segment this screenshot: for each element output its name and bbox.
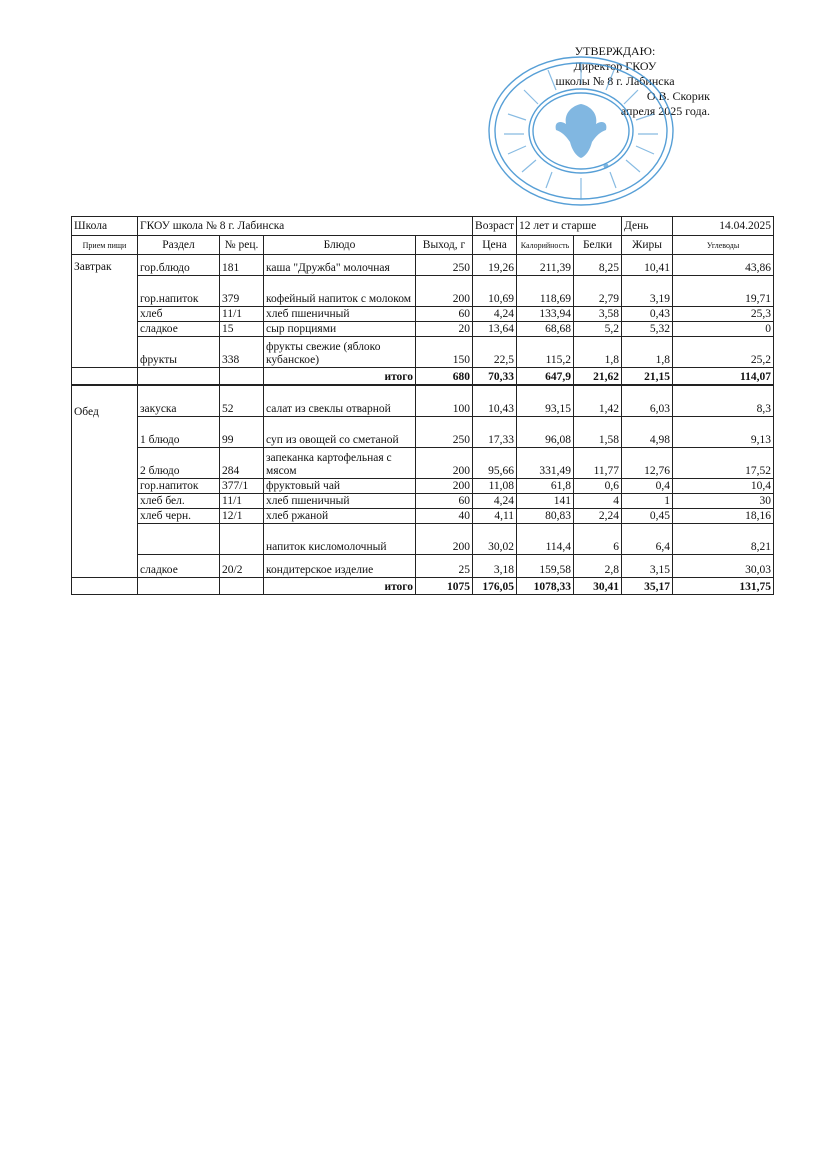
- row-fat: 1,8: [622, 337, 673, 368]
- col-yield: Выход, г: [416, 236, 473, 255]
- row-price: 10,69: [473, 276, 517, 307]
- row-protein: 1,8: [574, 337, 622, 368]
- meal-breakfast: Завтрак: [72, 255, 138, 368]
- row-fat: 3,15: [622, 555, 673, 578]
- row-yield: 200: [416, 524, 473, 555]
- header-row: [72, 217, 774, 236]
- row-section: фрукты: [138, 337, 220, 368]
- row-yield: 150: [416, 337, 473, 368]
- row-recipe: 379: [220, 276, 264, 307]
- row-recipe: 99: [220, 417, 264, 448]
- row-price: 3,18: [473, 555, 517, 578]
- row-fat: 4,98: [622, 417, 673, 448]
- approval-date: апреля 2025 года.: [620, 104, 710, 118]
- row-carbs: 25,3: [673, 307, 774, 322]
- col-meal: Прием пищи: [72, 236, 138, 255]
- row-recipe: 52: [220, 385, 264, 417]
- row-section: хлеб бел.: [138, 494, 220, 509]
- row-carbs: 30: [673, 494, 774, 509]
- row-carbs: 18,16: [673, 509, 774, 524]
- row-carbs: 8,3: [673, 385, 774, 417]
- row-carbs: 0: [673, 322, 774, 337]
- row-price: 4,24: [473, 307, 517, 322]
- row-yield: 200: [416, 479, 473, 494]
- col-dish: Блюдо: [264, 236, 416, 255]
- row-price: 11,08: [473, 479, 517, 494]
- row-carbs: 30,03: [673, 555, 774, 578]
- table-row: [72, 322, 774, 337]
- row-calories: 96,08: [517, 417, 574, 448]
- row-price: 10,43: [473, 385, 517, 417]
- table-row: [72, 307, 774, 322]
- row-yield: 25: [416, 555, 473, 578]
- school-value: ГКОУ школа № 8 г. Лабинска: [138, 217, 473, 236]
- row-protein: 1,58: [574, 417, 622, 448]
- row-recipe: [220, 524, 264, 555]
- row-price: 22,5: [473, 337, 517, 368]
- col-price: Цена: [473, 236, 517, 255]
- row-recipe: 377/1: [220, 479, 264, 494]
- col-recipe: № рец.: [220, 236, 264, 255]
- row-protein: 2,79: [574, 276, 622, 307]
- row-section: гор.блюдо: [138, 255, 220, 276]
- approval-title: УТВЕРЖДАЮ:: [574, 44, 656, 58]
- row-fat: 0,43: [622, 307, 673, 322]
- row-calories: 141: [517, 494, 574, 509]
- row-yield: 40: [416, 509, 473, 524]
- row-price: 19,26: [473, 255, 517, 276]
- row-dish: кондитерское изделие: [264, 555, 416, 578]
- row-recipe: 338: [220, 337, 264, 368]
- total-price: 176,05: [473, 578, 517, 595]
- table-row: [72, 555, 774, 578]
- row-price: 4,11: [473, 509, 517, 524]
- row-price: 95,66: [473, 448, 517, 479]
- row-fat: 0,4: [622, 479, 673, 494]
- row-section: гор.напиток: [138, 479, 220, 494]
- row-recipe: 181: [220, 255, 264, 276]
- lunch-total-row: [72, 578, 774, 595]
- row-price: 13,64: [473, 322, 517, 337]
- row-section: хлеб черн.: [138, 509, 220, 524]
- row-dish: фрукты свежие (яблоко кубанское): [264, 337, 416, 368]
- row-price: 17,33: [473, 417, 517, 448]
- table-row: [72, 494, 774, 509]
- table-row: [72, 276, 774, 307]
- row-recipe: 20/2: [220, 555, 264, 578]
- day-value: 14.04.2025: [673, 217, 774, 236]
- row-section: хлеб: [138, 307, 220, 322]
- row-carbs: 43,86: [673, 255, 774, 276]
- row-carbs: 25,2: [673, 337, 774, 368]
- row-recipe: 15: [220, 322, 264, 337]
- row-yield: 250: [416, 417, 473, 448]
- row-yield: 250: [416, 255, 473, 276]
- row-calories: 114,4: [517, 524, 574, 555]
- row-protein: 1,42: [574, 385, 622, 417]
- row-dish: хлеб пшеничный: [264, 307, 416, 322]
- col-carbs: Углеводы: [673, 236, 774, 255]
- row-calories: 115,2: [517, 337, 574, 368]
- row-price: 4,24: [473, 494, 517, 509]
- row-dish: сыр порциями: [264, 322, 416, 337]
- row-dish: каша "Дружба" молочная: [264, 255, 416, 276]
- row-fat: 5,32: [622, 322, 673, 337]
- row-protein: 6: [574, 524, 622, 555]
- row-fat: 6,03: [622, 385, 673, 417]
- row-protein: 5,2: [574, 322, 622, 337]
- total-yield: 680: [416, 368, 473, 386]
- table-row: [72, 479, 774, 494]
- row-yield: 100: [416, 385, 473, 417]
- total-price: 70,33: [473, 368, 517, 386]
- total-fat: 21,15: [622, 368, 673, 386]
- row-yield: 60: [416, 307, 473, 322]
- row-carbs: 9,13: [673, 417, 774, 448]
- row-fat: 12,76: [622, 448, 673, 479]
- row-calories: 93,15: [517, 385, 574, 417]
- row-protein: 8,25: [574, 255, 622, 276]
- row-dish: фруктовый чай: [264, 479, 416, 494]
- row-recipe: 11/1: [220, 494, 264, 509]
- row-section: гор.напиток: [138, 276, 220, 307]
- official-stamp-icon: [486, 54, 676, 208]
- age-value: 12 лет и старше: [517, 217, 622, 236]
- table-row: [72, 337, 774, 368]
- row-protein: 2,8: [574, 555, 622, 578]
- table-row: [72, 417, 774, 448]
- row-calories: 118,69: [517, 276, 574, 307]
- row-dish: запеканка картофельная с мясом: [264, 448, 416, 479]
- row-recipe: 11/1: [220, 307, 264, 322]
- row-section: закуска: [138, 385, 220, 417]
- total-yield: 1075: [416, 578, 473, 595]
- column-header-row: [72, 236, 774, 255]
- menu-table: [71, 216, 774, 595]
- table-row: [72, 385, 774, 417]
- meal-lunch: Обед: [72, 385, 138, 578]
- row-yield: 200: [416, 448, 473, 479]
- col-protein: Белки: [574, 236, 622, 255]
- row-calories: 159,58: [517, 555, 574, 578]
- row-protein: 0,6: [574, 479, 622, 494]
- row-section: 2 блюдо: [138, 448, 220, 479]
- row-carbs: 19,71: [673, 276, 774, 307]
- table-row: [72, 255, 774, 276]
- row-carbs: 17,52: [673, 448, 774, 479]
- row-section: сладкое: [138, 322, 220, 337]
- row-dish: суп из овощей со сметаной: [264, 417, 416, 448]
- row-dish: хлеб пшеничный: [264, 494, 416, 509]
- approval-signatory: О.В. Скорик: [646, 89, 710, 103]
- row-section: [138, 524, 220, 555]
- row-fat: 10,41: [622, 255, 673, 276]
- table-row: [72, 509, 774, 524]
- total-calories: 1078,33: [517, 578, 574, 595]
- row-protein: 3,58: [574, 307, 622, 322]
- row-section: сладкое: [138, 555, 220, 578]
- row-protein: 2,24: [574, 509, 622, 524]
- row-fat: 3,19: [622, 276, 673, 307]
- row-calories: 331,49: [517, 448, 574, 479]
- age-label: Возраст: [473, 217, 517, 236]
- row-protein: 11,77: [574, 448, 622, 479]
- total-calories: 647,9: [517, 368, 574, 386]
- table-row: [72, 524, 774, 555]
- row-calories: 61,8: [517, 479, 574, 494]
- total-fat: 35,17: [622, 578, 673, 595]
- row-dish: салат из свеклы отварной: [264, 385, 416, 417]
- row-protein: 4: [574, 494, 622, 509]
- row-section: 1 блюдо: [138, 417, 220, 448]
- row-dish: кофейный напиток с молоком: [264, 276, 416, 307]
- total-carbs: 114,07: [673, 368, 774, 386]
- row-calories: 80,83: [517, 509, 574, 524]
- row-recipe: 12/1: [220, 509, 264, 524]
- row-yield: 20: [416, 322, 473, 337]
- day-label: День: [622, 217, 673, 236]
- row-fat: 0,45: [622, 509, 673, 524]
- row-yield: 200: [416, 276, 473, 307]
- row-recipe: 284: [220, 448, 264, 479]
- col-calories: Калорийность: [517, 236, 574, 255]
- approval-school: школы № 8 г. Лабинска: [555, 74, 675, 88]
- row-calories: 133,94: [517, 307, 574, 322]
- total-carbs: 131,75: [673, 578, 774, 595]
- table-row: [72, 448, 774, 479]
- row-dish: хлеб ржаной: [264, 509, 416, 524]
- total-protein: 21,62: [574, 368, 622, 386]
- total-label: итого: [264, 578, 416, 595]
- total-label: итого: [264, 368, 416, 386]
- col-section: Раздел: [138, 236, 220, 255]
- approval-position: Директор ГКОУ: [573, 59, 657, 73]
- col-fat: Жиры: [622, 236, 673, 255]
- school-label: Школа: [72, 217, 138, 236]
- row-fat: 6,4: [622, 524, 673, 555]
- row-carbs: 8,21: [673, 524, 774, 555]
- total-protein: 30,41: [574, 578, 622, 595]
- row-price: 30,02: [473, 524, 517, 555]
- row-carbs: 10,4: [673, 479, 774, 494]
- row-dish: напиток кисломолочный: [264, 524, 416, 555]
- row-fat: 1: [622, 494, 673, 509]
- row-calories: 68,68: [517, 322, 574, 337]
- breakfast-total-row: [72, 368, 774, 386]
- row-yield: 60: [416, 494, 473, 509]
- row-calories: 211,39: [517, 255, 574, 276]
